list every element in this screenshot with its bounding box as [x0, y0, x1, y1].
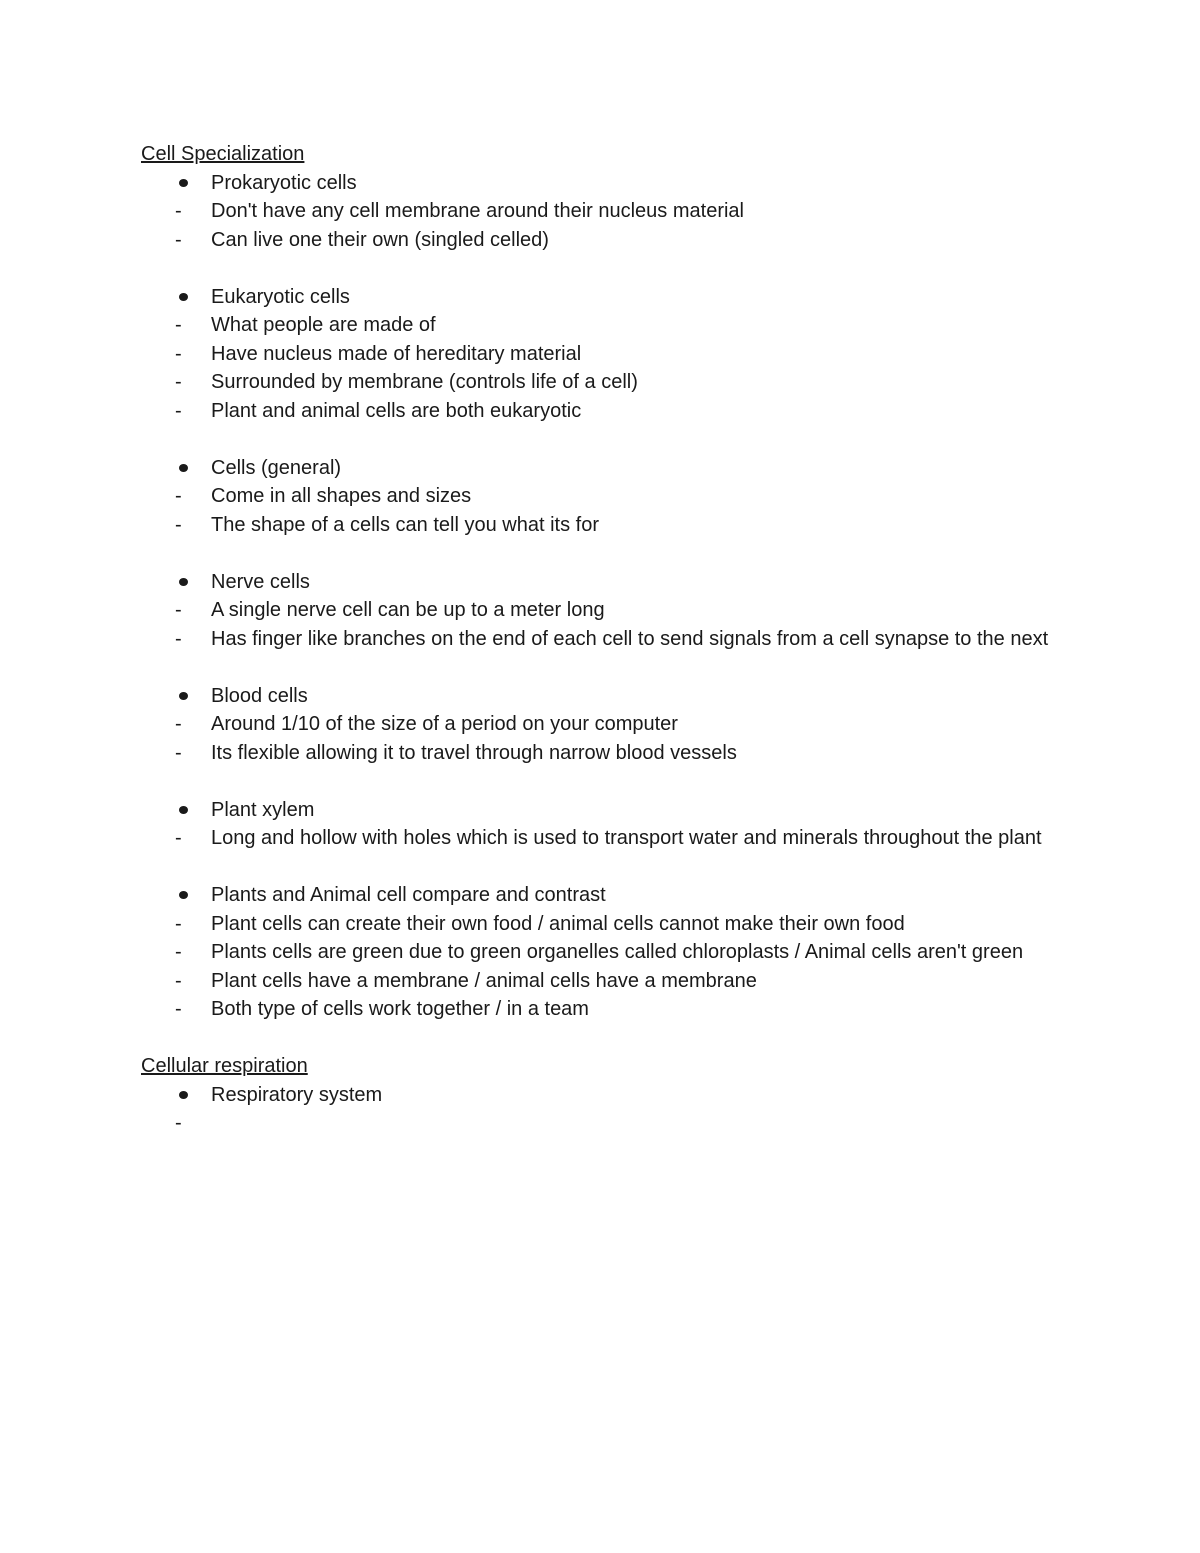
bullet-item [141, 568, 1081, 597]
bullet-item [141, 454, 1081, 483]
dash-item [141, 910, 1081, 939]
dash-text: What people are made of [211, 314, 436, 336]
dash-marker-icon: - [175, 912, 182, 935]
spacer [141, 425, 1081, 454]
dash-item [141, 397, 1081, 426]
dash-text: Have nucleus made of hereditary material [211, 342, 582, 365]
bullet-text: Respiratory system [211, 1083, 383, 1106]
dash-marker-icon: - [175, 314, 182, 336]
bullet-text: Plant xylem [211, 798, 315, 821]
document-body [141, 140, 1081, 1138]
dash-marker-icon: - [175, 627, 182, 650]
dash-marker-icon: - [175, 513, 182, 536]
dash-item [141, 226, 1081, 255]
dash-text: Come in all shapes and sizes [211, 485, 472, 507]
dash-item [141, 482, 1081, 511]
dash-marker-icon: - [175, 941, 182, 963]
bullet-dot-icon [179, 293, 188, 301]
spacer [141, 767, 1081, 796]
dash-item [141, 995, 1081, 1024]
dash-text: Plant and animal cells are both eukaryotic [211, 399, 582, 422]
bullet-item [141, 796, 1081, 825]
bullet-text: Prokaryotic cells [211, 171, 357, 194]
dash-text: Surrounded by membrane (controls life of a cell) [211, 371, 638, 393]
dash-marker-icon: - [175, 827, 182, 849]
dash-text: Plants cells are green due to green organelles called chloroplasts / Animal cells aren't green [211, 941, 1024, 963]
dash-marker-icon: - [175, 485, 182, 507]
bullet-dot-icon [179, 806, 188, 814]
dash-marker-icon: - [175, 741, 182, 764]
dash-text: Long and hollow with holes which is used to transport water and minerals throughout the plant [211, 827, 1042, 849]
bullet-item [141, 682, 1081, 711]
dash-item [141, 511, 1081, 540]
dash-text: Plant cells can create their own food / animal cells cannot make their own food [211, 912, 905, 935]
dash-item [141, 197, 1081, 226]
bullet-dot-icon [179, 464, 188, 472]
dash-marker-icon: - [175, 1112, 182, 1134]
dash-marker-icon: - [175, 228, 182, 251]
spacer [141, 853, 1081, 882]
dash-item [141, 938, 1081, 967]
dash-text: A single nerve cell can be up to a meter long [211, 599, 605, 621]
dash-text: Its flexible allowing it to travel through narrow blood vessels [211, 741, 737, 764]
dash-marker-icon: - [175, 399, 182, 422]
bullet-item [141, 169, 1081, 198]
bullet-dot-icon [179, 1091, 188, 1099]
bullet-dot-icon [179, 578, 188, 586]
dash-item [141, 967, 1081, 996]
dash-item [141, 368, 1081, 397]
spacer [141, 653, 1081, 682]
bullet-dot-icon [179, 891, 188, 899]
dash-marker-icon: - [175, 713, 182, 735]
dash-item [141, 1109, 1081, 1138]
bullet-dot-icon [179, 692, 188, 700]
bullet-text: Cells (general) [211, 456, 342, 479]
dash-text: The shape of a cells can tell you what its for [211, 513, 599, 536]
dash-item [141, 340, 1081, 369]
bullet-item [141, 1081, 1081, 1110]
dash-marker-icon: - [175, 200, 182, 222]
dash-marker-icon: - [175, 969, 182, 992]
dash-text: Has finger like branches on the end of each cell to send signals from a cell synapse to the next [211, 627, 1049, 650]
bullet-item [141, 881, 1081, 910]
dash-text: Around 1/10 of the size of a period on your computer [211, 713, 678, 735]
dash-item [141, 824, 1081, 853]
dash-marker-icon: - [175, 599, 182, 621]
dash-item [141, 311, 1081, 340]
dash-marker-icon: - [175, 998, 182, 1020]
dash-text: Plant cells have a membrane / animal cells have a membrane [211, 969, 757, 992]
section-heading: Cell Specialization [141, 143, 305, 165]
bullet-text: Eukaryotic cells [211, 285, 350, 308]
spacer [141, 539, 1081, 568]
bullet-text: Plants and Animal cell compare and contrast [211, 884, 606, 906]
dash-text: Both type of cells work together / in a team [211, 998, 589, 1020]
bullet-dot-icon [179, 179, 188, 187]
dash-item [141, 710, 1081, 739]
spacer [141, 1024, 1081, 1053]
bullet-text: Nerve cells [211, 570, 310, 593]
bullet-item [141, 283, 1081, 312]
dash-text: Don't have any cell membrane around their nucleus material [211, 200, 744, 222]
dash-item [141, 596, 1081, 625]
bullet-text: Blood cells [211, 684, 308, 707]
dash-text: Can live one their own (singled celled) [211, 228, 549, 251]
section-heading: Cellular respiration [141, 1055, 308, 1077]
dash-marker-icon: - [175, 371, 182, 393]
dash-marker-icon: - [175, 342, 182, 365]
dash-item [141, 625, 1081, 654]
dash-item [141, 739, 1081, 768]
spacer [141, 254, 1081, 283]
